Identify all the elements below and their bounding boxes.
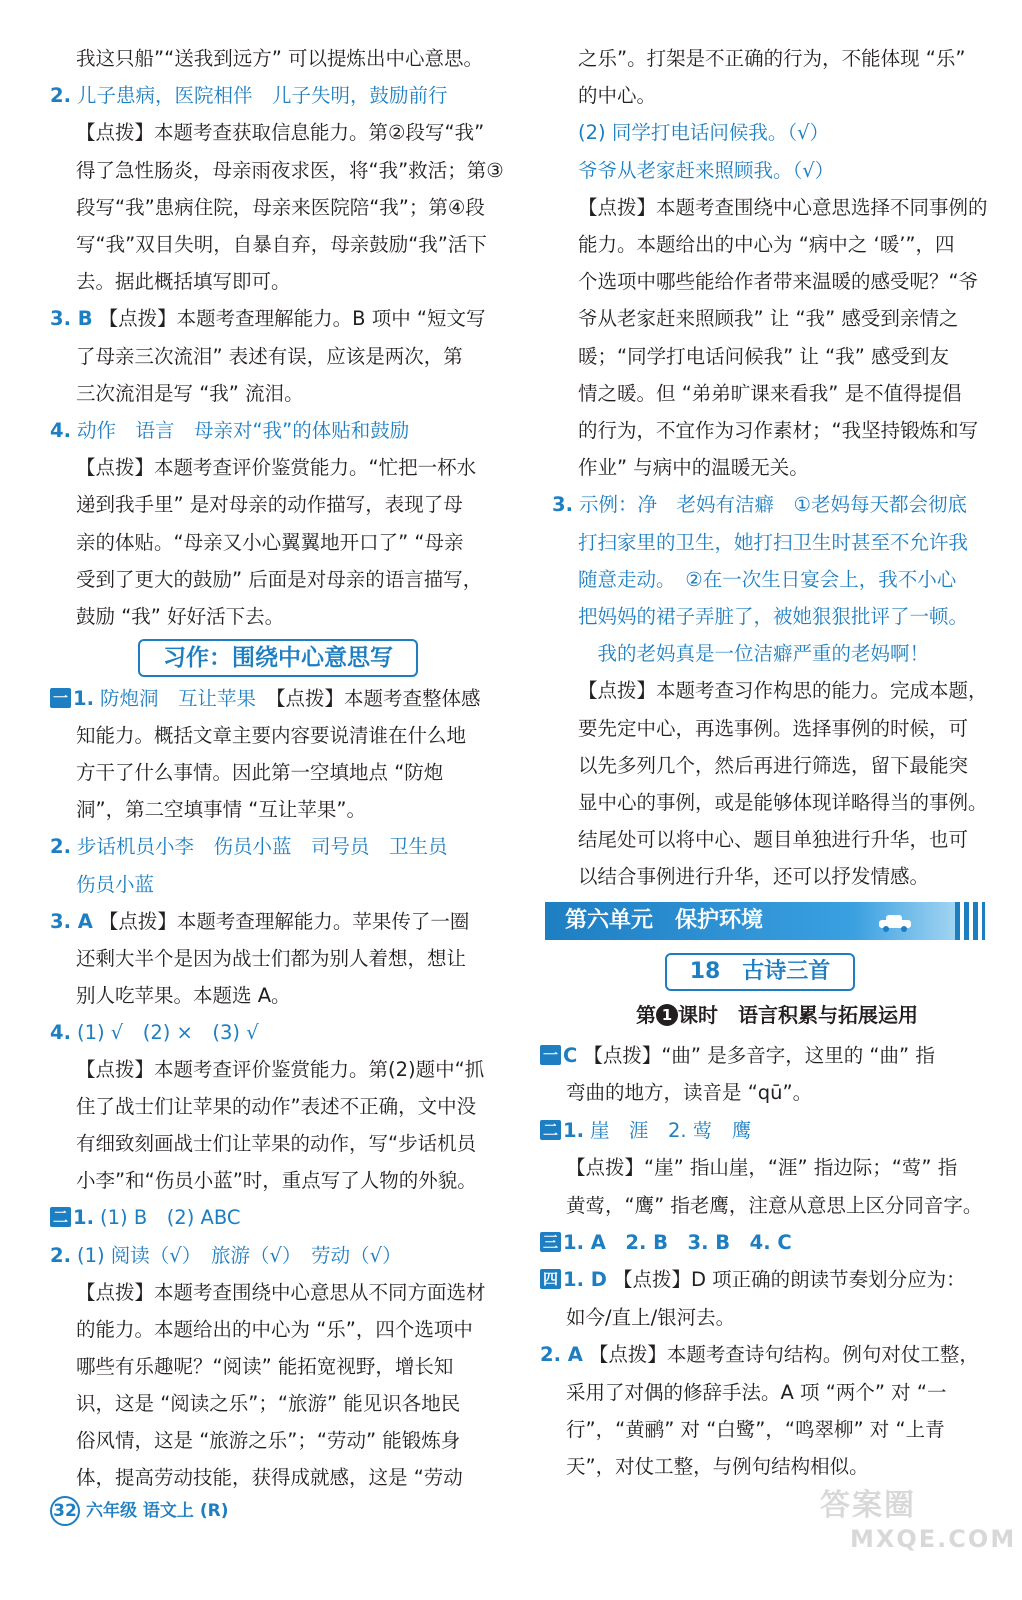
text-line — [50, 907, 522, 937]
explanation-text: 【点拨】本题考查评价鉴赏能力。“忙把一杯水 — [76, 456, 477, 480]
question-number: 4. — [50, 1020, 71, 1044]
explanation-text: 亲的体贴。“母亲又小心翼翼地开口了” “母亲 — [76, 530, 464, 554]
text-line — [552, 44, 1002, 74]
text-line — [552, 862, 1002, 892]
explanation-text: 有细致刻画战士们让苹果的动作，写“步话机员 — [76, 1132, 477, 1156]
watermark-url: MXQE.COM — [850, 1525, 1017, 1553]
explanation-text: 显中心的事例，或是能够体现详略得当的事例。 — [578, 791, 988, 814]
text-line — [50, 684, 522, 714]
text-line — [50, 81, 522, 111]
explanation-text: 小李”和“伤员小蓝”时，重点写了人物的外貌。 — [76, 1169, 477, 1193]
question-number: 3. B — [50, 307, 93, 331]
answer-text: 示例：净 老妈有洁癖 ①老妈每天都会彻底 — [578, 493, 967, 517]
text-line — [552, 453, 1002, 483]
explanation-text: 个选项中哪些能给作者带来温暖的感受呢？“爷 — [578, 270, 979, 294]
car-icon — [875, 912, 915, 932]
text-line — [50, 832, 522, 862]
explanation-text: 识，这是 “阅读之乐”；“旅游” 能见识各地民 — [76, 1391, 461, 1415]
explanation-text: 之乐”。打架是不正确的行为，不能体现 “乐” — [578, 47, 966, 70]
question-number: 2. — [50, 84, 71, 108]
explanation-text: 【点拨】本题考查习作构思的能力。完成本题， — [578, 679, 988, 703]
answer-text: 我的老妈真是一位洁癖严重的老妈啊！ — [578, 642, 930, 666]
text-line — [552, 751, 1002, 781]
explanation-text: 哪些有乐趣呢？“阅读” 能拓宽视野，增长知 — [76, 1354, 454, 1378]
text-line — [552, 230, 1002, 260]
explanation-text: 【点拨】本题考查评价鉴赏能力。第(2)题中“抓 — [76, 1058, 485, 1081]
explanation-text: 【点拨】本题考查围绕中心意思从不同方面选材 — [76, 1280, 486, 1304]
explanation-text: 以先多列几个，然后再进行筛选，留下最能突 — [578, 753, 969, 777]
section-marker: 一 — [540, 1045, 561, 1065]
question-number: C — [563, 1044, 578, 1067]
footer-brand: 六年级 语文上 (R) — [86, 1501, 229, 1521]
answer-text: (2) 同学打电话问候我。（√） — [578, 121, 829, 145]
text-line — [50, 981, 522, 1011]
text-line — [50, 944, 522, 974]
text-line — [552, 193, 1002, 223]
text-line — [552, 81, 1002, 111]
section-marker: 二 — [50, 1207, 71, 1227]
question-number: 3. A — [50, 909, 93, 933]
lesson-number-badge: 1 — [656, 1004, 678, 1026]
text-line — [50, 304, 522, 334]
text-line — [50, 156, 522, 186]
text-line — [552, 788, 1002, 818]
explanation-text: 得了急性肠炎，母亲雨夜求医，将“我”救活；第③ — [76, 158, 504, 182]
lesson-title: 18 古诗三首 — [665, 953, 855, 991]
question-number: 1. — [563, 1118, 584, 1142]
explanation-text: 爷从老家赶来照顾我” 让 “我” 感受到亲情之 — [578, 307, 959, 331]
unit-title-bar — [545, 902, 985, 940]
explanation-text: 黄莺，“鹰” 指老鹰，注意从意思上区分同音字。 — [566, 1193, 983, 1217]
explanation-text: 去。据此概括填写即可。 — [76, 270, 291, 294]
text-line — [552, 118, 1002, 148]
explanation-text: 【点拨】本题考查整体感 — [266, 687, 481, 710]
explanation-text: 段写“我”患病住院，母亲来医院陪“我”；第④段 — [76, 195, 485, 219]
answer-text: 崖 涯 2. 莺 鹰 — [590, 1118, 752, 1142]
answer-text: 爷爷从老家赶来照顾我。（√） — [578, 158, 835, 182]
answer-text: (1) B (2) ABC — [100, 1206, 241, 1230]
section-marker: 三 — [540, 1232, 561, 1252]
text-line — [50, 267, 522, 297]
text-line — [552, 416, 1002, 446]
text-line — [50, 453, 522, 483]
explanation-text: 了母亲三次流泪” 表述有误，应该是两次，第 — [76, 344, 463, 368]
text-line — [552, 714, 1002, 744]
text-line — [540, 1340, 1000, 1370]
question-number: 1. — [73, 1206, 94, 1230]
text-line — [540, 1041, 1000, 1071]
explanation-text: 行”，“黄鹂” 对 “白鹭”，“鸣翠柳” 对 “上青 — [566, 1418, 945, 1441]
answer-text: 伤员小蓝 — [76, 872, 155, 896]
text-line — [540, 1153, 1000, 1183]
text-line — [50, 870, 522, 900]
explanation-text: 别人吃苹果。本题选 A。 — [76, 983, 291, 1007]
text-line — [540, 1265, 1000, 1295]
text-line — [552, 379, 1002, 409]
explanation-text: 【点拨】本题考查理解能力。苹果传了一圈 — [98, 909, 470, 933]
explanation-text: 【点拨】“崖” 指山崖，“涯” 指边际；“莺” 指 — [566, 1156, 958, 1180]
answer-text: 动作 语言 母亲对“我”的体贴和鼓励 — [76, 419, 410, 442]
text-line — [540, 1191, 1000, 1221]
explanation-text: 知能力。概括文章主要内容要说清谁在什么地 — [76, 724, 467, 748]
text-line — [50, 1463, 522, 1493]
text-line — [50, 416, 522, 446]
explanation-text: 俗风情，这是 “旅游之乐”；“劳动” 能锻炼身 — [76, 1429, 461, 1452]
unit-title: 第六单元 保护环境 — [565, 908, 764, 933]
text-line — [540, 1378, 1000, 1408]
text-line — [50, 1018, 522, 1048]
question-number: 4. — [50, 419, 71, 442]
section-marker: 一 — [50, 688, 71, 708]
explanation-text: 【点拨】D 项正确的朗读节奏划分应为： — [612, 1268, 966, 1292]
text-line — [50, 795, 522, 825]
text-line — [552, 639, 1002, 669]
lesson-subtitle: 第 1 课时 语言积累与拓展运用 — [636, 1003, 918, 1027]
page-number: 32 — [50, 1496, 80, 1526]
text-line — [552, 825, 1002, 855]
explanation-text: 暖；“同学打电话问候我” 让 “我” 感受到友 — [578, 344, 950, 368]
text-line — [552, 676, 1002, 706]
explanation-text: 结尾处可以将中心、题目单独进行升华，也可 — [578, 828, 969, 852]
explanation-text: 【点拨】本题考查围绕中心意思选择不同事例的 — [578, 195, 988, 219]
text-line — [540, 1228, 1000, 1258]
text-line — [50, 1055, 522, 1085]
text-line — [50, 1389, 522, 1419]
explanation-text: 的行为，不宜作为习作素材；“我坚持锻炼和写 — [578, 419, 979, 442]
text-line — [50, 528, 522, 558]
text-line — [50, 490, 522, 520]
explanation-text: 能力。本题给出的中心为 “病中之 ‘暖’”，四 — [578, 233, 955, 256]
text-line — [50, 1315, 522, 1345]
question-number: 1. D — [563, 1268, 607, 1292]
text-line — [50, 565, 522, 595]
text-line — [50, 230, 522, 260]
writing-section-title: 习作：围绕中心意思写 — [138, 639, 418, 677]
stripe-decoration — [955, 902, 985, 940]
explanation-text: 【点拨】本题考查获取信息能力。第②段写“我” — [76, 121, 485, 145]
answer-text: 把妈妈的裙子弄脏了，被她狠狠批评了一顿。 — [578, 605, 969, 628]
text-line — [540, 1116, 1000, 1146]
explanation-text: 还剩大半个是因为战士们都为别人着想，想让 — [76, 946, 467, 970]
explanation-text: 天”，对仗工整，与例句结构相似。 — [566, 1455, 869, 1479]
question-number: 2. A — [540, 1343, 583, 1367]
explanation-text: 弯曲的地方，读音是 “qū”。 — [566, 1081, 813, 1105]
explanation-text: 采用了对偶的修辞手法。A 项 “两个” 对 “一 — [566, 1380, 947, 1404]
explanation-text: 【点拨】本题考查理解能力。B 项中 “短文写 — [98, 307, 486, 331]
text-line — [552, 528, 1002, 558]
explanation-text: 方干了什么事情。因此第一空填地点 “防炮 — [76, 761, 444, 785]
explanation-text: 的能力。本题给出的中心为 “乐”，四个选项中 — [76, 1317, 473, 1341]
answer-text: (1) √ (2) × (3) √ — [76, 1020, 259, 1044]
explanation-text: 住了战士们让苹果的动作”表述不正确，文中没 — [76, 1095, 477, 1119]
question-number: 1. A 2. B 3. B 4. C — [563, 1231, 792, 1254]
answer-text: 随意走动。 ②在一次生日宴会上，我不小心 — [578, 567, 957, 591]
text-line — [50, 1278, 522, 1308]
text-line — [540, 1078, 1000, 1108]
explanation-text: 要先定中心，再选事例。选择事例的时候，可 — [578, 716, 969, 740]
text-line — [552, 342, 1002, 372]
text-line — [50, 1241, 522, 1271]
answer-text: 步话机员小李 伤员小蓝 司号员 卫生员 — [76, 835, 448, 859]
watermark-logo: 答案圈 — [820, 1488, 916, 1523]
text-line — [50, 1426, 522, 1456]
text-line — [50, 758, 522, 788]
explanation-text: 受到了更大的鼓励” 后面是对母亲的语言描写， — [76, 567, 483, 591]
explanation-text: 我这只船”“送我到远方” 可以提炼出中心意思。 — [76, 47, 484, 70]
text-line — [50, 1166, 522, 1196]
text-line — [552, 490, 1002, 520]
question-number: 3. — [552, 493, 573, 517]
explanation-text: 体，提高劳动技能，获得成就感，这是 “劳动 — [76, 1466, 463, 1490]
text-line — [552, 565, 1002, 595]
text-line — [50, 379, 522, 409]
text-line — [552, 267, 1002, 297]
answer-text: (1) 阅读（√） 旅游（√） 劳动（√） — [76, 1243, 402, 1267]
question-number: 2. — [50, 835, 71, 859]
text-line — [540, 1303, 1000, 1333]
explanation-text: 洞”，第二空填事情 “互让苹果”。 — [76, 798, 367, 822]
explanation-text: 三次流泪是写 “我” 流泪。 — [76, 381, 304, 405]
text-line — [50, 342, 522, 372]
text-line — [50, 193, 522, 223]
question-number: 2. — [50, 1243, 71, 1267]
explanation-text: 以结合事例进行升华，还可以抒发情感。 — [578, 865, 930, 889]
text-line — [50, 1092, 522, 1122]
text-line — [540, 1415, 1000, 1445]
explanation-text: 鼓励 “我” 好好活下去。 — [76, 605, 285, 628]
explanation-text: 递到我手里” 是对母亲的动作描写，表现了母 — [76, 493, 463, 517]
explanation-text: 写“我”双目失明，自暴自弃，母亲鼓励“我”活下 — [76, 233, 487, 256]
explanation-text: 【点拨】“曲” 是多音字，这里的 “曲” 指 — [583, 1044, 935, 1067]
text-line — [50, 118, 522, 148]
explanation-text: 情之暖。但 “弟弟旷课来看我” 是不值得提倡 — [578, 381, 962, 405]
text-line — [552, 156, 1002, 186]
text-line — [50, 1129, 522, 1159]
explanation-text: 【点拨】本题考查诗句结构。例句对仗工整， — [588, 1343, 979, 1367]
text-line — [50, 721, 522, 751]
section-marker: 二 — [540, 1120, 561, 1140]
section-marker: 四 — [540, 1269, 561, 1289]
text-line — [50, 1203, 522, 1233]
answer-text: 儿子患病，医院相伴 儿子失明，鼓励前行 — [76, 84, 448, 108]
text-line — [552, 304, 1002, 334]
question-number: 1. — [73, 687, 94, 710]
answer-text: 打扫家里的卫生，她打扫卫生时甚至不允许我 — [578, 530, 969, 554]
text-line — [540, 1452, 1000, 1482]
page-footer — [50, 1496, 228, 1530]
answer-text: 防炮洞 互让苹果 — [100, 687, 257, 710]
text-line — [50, 602, 522, 632]
text-line — [50, 1352, 522, 1382]
explanation-text: 的中心。 — [578, 84, 657, 108]
text-line — [50, 44, 522, 74]
explanation-text: 如今/直上/银河去。 — [566, 1305, 736, 1329]
explanation-text: 作业” 与病中的温暖无关。 — [578, 456, 809, 480]
text-line — [552, 602, 1002, 632]
